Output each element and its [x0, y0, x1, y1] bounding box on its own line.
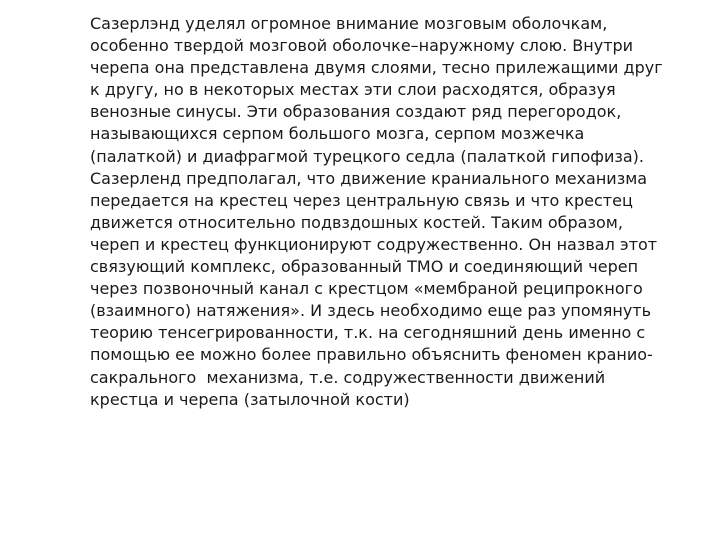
text-line: сакрального механизма, т.е. содружественности движений	[90, 367, 606, 387]
text-line: Сазерленд предполагал, что движение краниального механизма	[90, 168, 648, 188]
text-line: передается на крестец через центральную связь и что крестец	[90, 190, 633, 210]
text-line: череп и крестец функционируют содружественно. Он назвал этот	[90, 234, 658, 254]
body-text	[90, 13, 690, 411]
text-line: связующий комплекс, образованный ТМО и соединяющий череп	[90, 257, 639, 277]
text-line: особенно твердой мозговой оболочке–наружному слою. Внутри	[90, 36, 634, 56]
text-line: помощью ее можно более правильно объяснить феномен кранио-	[90, 345, 653, 365]
text-line: движется относительно подвздошных костей. Таким образом,	[90, 212, 623, 232]
text-line: крестца и черепа (затылочной кости)	[90, 389, 410, 409]
text-line: (палаткой) и диафрагмой турецкого седла (палаткой гипофиза).	[90, 146, 644, 166]
text-line: теорию тенсегрированности, т.к. на сегодняшний день именно с	[90, 323, 646, 343]
text-line: к другу, но в некоторых местах эти слои расходятся, образуя	[90, 80, 616, 100]
text-line: Сазерлэнд уделял огромное внимание мозговым оболочкам,	[90, 14, 608, 33]
text-line: называющихся серпом большого мозга, серпом мозжечка	[90, 124, 585, 144]
text-line: через позвоночный канал с крестцом «мембраной реципрокного	[90, 279, 643, 299]
text-line: черепа она представлена двумя слоями, тесно прилежащими друг	[90, 58, 663, 78]
text-line: венозные синусы. Эти образования создают ряд перегородок,	[90, 102, 622, 122]
text-line: (взаимного) натяжения». И здесь необходимо еще раз упомянуть	[90, 301, 652, 321]
paragraph-1	[90, 13, 690, 168]
paragraph-2	[90, 168, 690, 411]
